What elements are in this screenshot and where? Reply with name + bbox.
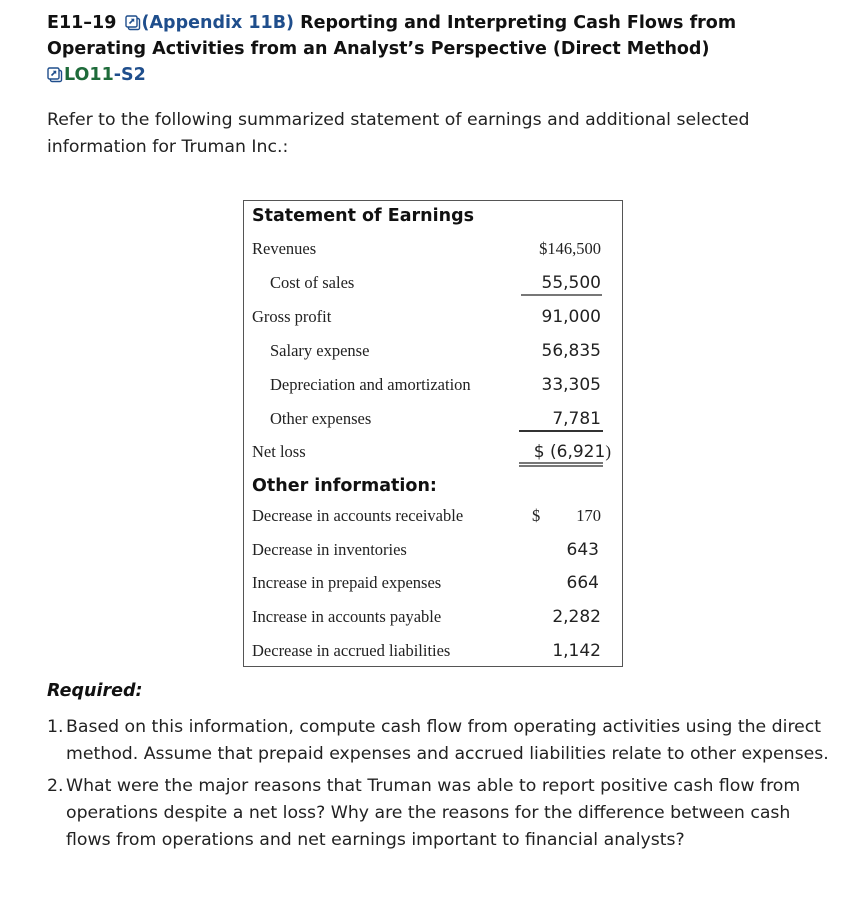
net-loss-amount: $ (6,921	[533, 442, 606, 462]
total-double-rule	[519, 462, 603, 467]
table-row	[244, 305, 622, 329]
list-item	[47, 773, 837, 854]
row-value: $146,500	[539, 239, 601, 258]
table-row	[244, 271, 622, 295]
external-link-icon[interactable]	[47, 67, 61, 81]
row-value: 664	[566, 573, 599, 593]
statement-of-earnings-table	[243, 200, 623, 667]
row-value: 170	[576, 506, 601, 525]
external-link-icon[interactable]	[125, 15, 139, 29]
subtotal-rule	[519, 430, 603, 432]
row-value: 33,305	[541, 375, 601, 395]
external-link-icon-svg	[47, 67, 63, 83]
table-row	[244, 504, 622, 528]
row-label: Increase in accounts payable	[252, 607, 442, 626]
title-text: Reporting and Interpreting Cash Flows from Operating Activities from an Analyst’s Perspective (Direct Method)	[47, 13, 737, 59]
item-text: Based on this information, compute cash flow from operating activities using the direct method. Assume that prepaid expenses and accrued liabilities relate to other expenses.	[66, 717, 829, 764]
row-label: Gross profit	[252, 307, 332, 326]
intro-paragraph: Refer to the following summarized statement of earnings and additional selected information for Truman Inc.:	[47, 110, 750, 157]
item-text: What were the major reasons that Truman was able to report positive cash flow from operations despite a net loss? Why are the reasons for the difference between cash flows from operations and net earnings important to financial analysts?	[66, 776, 801, 850]
other-information-heading: Other information:	[252, 476, 437, 496]
row-value: 643	[566, 540, 599, 560]
statement-heading: Statement of Earnings	[252, 206, 475, 226]
row-value: 7,781	[552, 409, 601, 429]
row-label: Salary expense	[270, 341, 370, 360]
subtotal-rule	[521, 294, 602, 296]
exercise-title	[47, 10, 837, 88]
row-value: 91,000	[541, 307, 601, 327]
row-label: Increase in prepaid expenses	[252, 573, 442, 592]
row-label: Decrease in inventories	[252, 540, 407, 559]
table-row	[244, 605, 622, 629]
row-label: Other expenses	[270, 409, 372, 428]
net-loss-paren: )	[605, 442, 611, 461]
list-item	[47, 714, 837, 768]
row-value: 2,282	[552, 607, 601, 627]
table-row	[244, 237, 622, 261]
item-number: 2.	[47, 776, 64, 796]
row-label: Decrease in accrued liabilities	[252, 641, 451, 660]
row-label: Cost of sales	[270, 273, 355, 292]
exercise-number: E11–19	[47, 13, 117, 33]
learning-objective-link[interactable]	[64, 65, 146, 85]
table-row	[244, 373, 622, 397]
row-label: Depreciation and amortization	[270, 375, 471, 394]
learning-objective-prefix: LO11	[64, 65, 114, 85]
table-row	[244, 571, 622, 595]
required-list	[47, 714, 837, 859]
table-row	[244, 407, 622, 431]
appendix-link[interactable]: (Appendix 11B)	[141, 13, 295, 33]
table-row	[244, 639, 622, 663]
dollar-sign: $	[532, 506, 541, 525]
external-link-icon-svg	[125, 15, 141, 31]
item-number: 1.	[47, 717, 64, 737]
row-value: 1,142	[552, 641, 601, 661]
row-label: Decrease in accounts receivable	[252, 506, 464, 525]
row-value: 56,835	[541, 341, 601, 361]
row-value: 55,500	[541, 273, 601, 293]
row-value	[534, 440, 611, 464]
row-label: Net loss	[252, 442, 306, 461]
required-heading: Required:	[47, 681, 143, 701]
learning-objective-suffix: -S2	[113, 65, 146, 85]
table-row	[244, 538, 622, 562]
table-row	[244, 339, 622, 363]
row-label: Revenues	[252, 239, 317, 258]
table-row	[244, 440, 622, 464]
